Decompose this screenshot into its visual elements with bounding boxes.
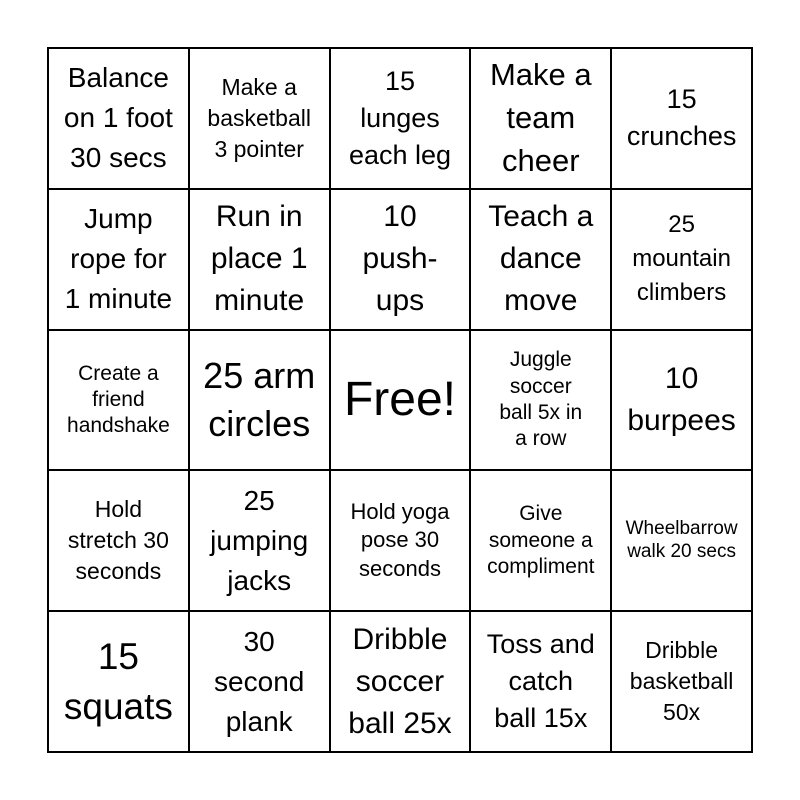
bingo-cell-r2c1[interactable]: Jump rope for 1 minute bbox=[49, 190, 190, 331]
bingo-cell-r2c5[interactable]: 25 mountain climbers bbox=[612, 190, 753, 331]
bingo-cell-r5c4[interactable]: Toss and catch ball 15x bbox=[471, 612, 612, 753]
bingo-cell-r4c1[interactable]: Hold stretch 30 seconds bbox=[49, 471, 190, 612]
bingo-cell-r4c5[interactable]: Wheelbarrow walk 20 secs bbox=[612, 471, 753, 612]
bingo-cell-r4c2[interactable]: 25 jumping jacks bbox=[190, 471, 331, 612]
bingo-cell-r5c1[interactable]: 15 squats bbox=[49, 612, 190, 753]
bingo-cell-r5c5[interactable]: Dribble basketball 50x bbox=[612, 612, 753, 753]
bingo-cell-r3c2[interactable]: 25 arm circles bbox=[190, 331, 331, 472]
bingo-cell-r3c1[interactable]: Create a friend handshake bbox=[49, 331, 190, 472]
bingo-cell-r1c4[interactable]: Make a team cheer bbox=[471, 49, 612, 190]
bingo-cell-r1c3[interactable]: 15 lunges each leg bbox=[331, 49, 472, 190]
bingo-cell-r4c4[interactable]: Give someone a compliment bbox=[471, 471, 612, 612]
bingo-cell-r5c2[interactable]: 30 second plank bbox=[190, 612, 331, 753]
bingo-cell-r2c2[interactable]: Run in place 1 minute bbox=[190, 190, 331, 331]
bingo-cell-r1c1[interactable]: Balance on 1 foot 30 secs bbox=[49, 49, 190, 190]
bingo-cell-r2c4[interactable]: Teach a dance move bbox=[471, 190, 612, 331]
bingo-cell-r3c4[interactable]: Juggle soccer ball 5x in a row bbox=[471, 331, 612, 472]
bingo-cell-r1c5[interactable]: 15 crunches bbox=[612, 49, 753, 190]
bingo-cell-r3c5[interactable]: 10 burpees bbox=[612, 331, 753, 472]
bingo-cell-r5c3[interactable]: Dribble soccer ball 25x bbox=[331, 612, 472, 753]
bingo-cell-r4c3[interactable]: Hold yoga pose 30 seconds bbox=[331, 471, 472, 612]
bingo-board bbox=[47, 47, 753, 753]
bingo-cell-r1c2[interactable]: Make a basketball 3 pointer bbox=[190, 49, 331, 190]
bingo-cell-r2c3[interactable]: 10 push- ups bbox=[331, 190, 472, 331]
bingo-cell-free[interactable]: Free! bbox=[331, 331, 472, 472]
